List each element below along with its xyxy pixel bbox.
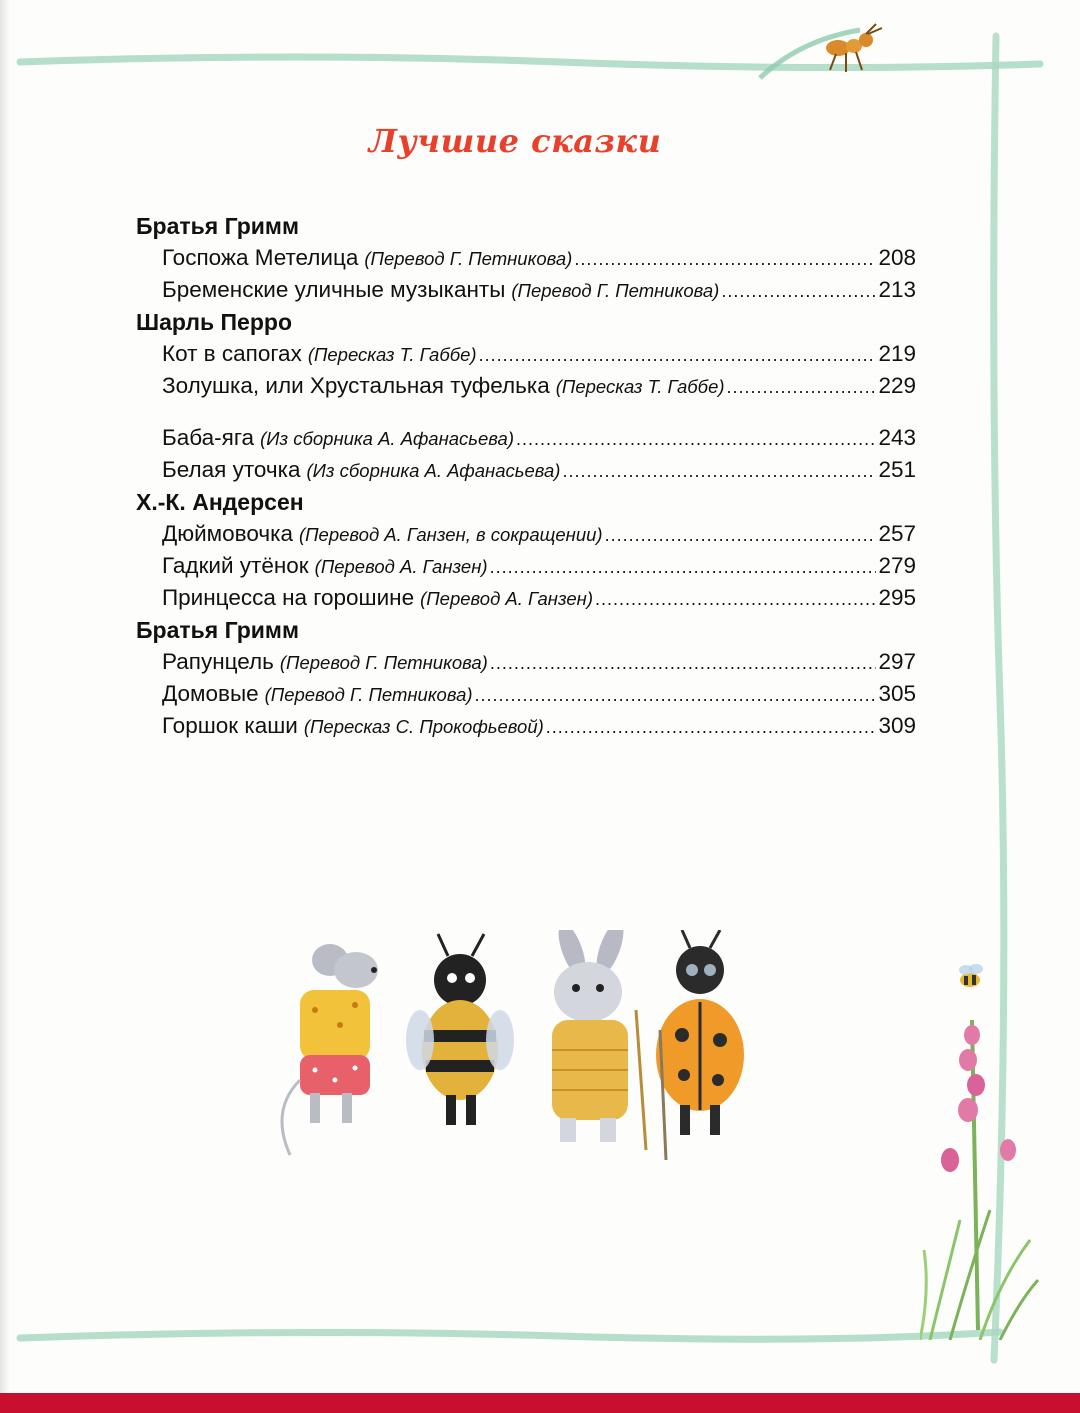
toc-entry-note: (Перевод Г. Петникова) xyxy=(511,280,720,301)
toc-entry-note: (Перевод А. Ганзен) xyxy=(420,588,593,609)
mouse-illustration xyxy=(282,944,378,1155)
toc-entry-title: Гадкий утёнок xyxy=(162,553,309,578)
rabbit-illustration xyxy=(552,930,646,1150)
toc-entry-title: Дюймовочка xyxy=(162,521,293,546)
toc-dot-leader xyxy=(514,423,876,455)
toc-entry-title: Рапунцель xyxy=(162,649,274,674)
toc-entry[interactable] xyxy=(136,550,916,582)
toc-page-number: 309 xyxy=(878,713,916,738)
toc-entry[interactable] xyxy=(136,242,916,274)
toc-entry[interactable] xyxy=(136,370,916,402)
toc-entry-note: (Перевод Г. Петникова) xyxy=(264,684,473,705)
toc-entry-note: (Перевод Г. Петникова) xyxy=(364,248,573,269)
toc-page-number: 213 xyxy=(878,277,916,302)
toc-entry-note: (Пересказ Т. Габбе) xyxy=(555,376,725,397)
toc-author-heading: Братья Гримм xyxy=(136,617,299,643)
toc-entry[interactable] xyxy=(136,646,916,678)
toc-dot-leader xyxy=(572,243,876,275)
toc-entry-title: Белая уточка xyxy=(162,457,301,482)
toc-entry-title: Кот в сапогах xyxy=(162,341,302,366)
flowers-illustration xyxy=(920,960,1040,1340)
toc-dot-leader xyxy=(725,371,877,403)
toc-entry-title: Баба-яга xyxy=(162,425,255,450)
toc-author-heading: Братья Гримм xyxy=(136,213,299,239)
toc-page-number: 295 xyxy=(878,585,916,610)
toc-entry-title: Горшок каши xyxy=(162,713,298,738)
toc-entry[interactable] xyxy=(136,274,916,306)
toc-entry[interactable] xyxy=(136,338,916,370)
bee-illustration xyxy=(406,934,514,1125)
toc-entry-note: (Из сборника А. Афанасьева) xyxy=(306,460,561,481)
toc-entry[interactable] xyxy=(136,582,916,614)
toc-page-number: 219 xyxy=(878,341,916,366)
toc-author-heading: Шарль Перро xyxy=(136,309,292,335)
toc-dot-leader xyxy=(603,519,877,551)
toc-entry-note: (Перевод А. Ганзен, в сокращении) xyxy=(298,524,603,545)
toc-dot-leader xyxy=(488,647,877,679)
toc-author-heading: Х.-К. Андерсен xyxy=(136,489,304,515)
toc-entry-title: Госпожа Метелица xyxy=(162,245,359,270)
ant-illustration xyxy=(800,20,890,80)
toc-entry-title: Домовые xyxy=(162,681,259,706)
toc-entry-note: (Перевод Г. Петникова) xyxy=(279,652,488,673)
toc-page-number: 257 xyxy=(878,521,916,546)
toc-entry[interactable] xyxy=(136,518,916,550)
toc-page-number: 243 xyxy=(878,425,916,450)
toc-page-number: 229 xyxy=(878,373,916,398)
flying-bee-illustration xyxy=(959,964,983,987)
toc-entry[interactable] xyxy=(136,710,916,742)
toc-dot-leader xyxy=(473,679,877,711)
toc-entry[interactable] xyxy=(136,454,916,486)
toc-entry[interactable] xyxy=(136,422,916,454)
toc-entry-note: (Из сборника А. Афанасьева) xyxy=(260,428,515,449)
toc-entry[interactable] xyxy=(136,678,916,710)
toc-page-number: 297 xyxy=(878,649,916,674)
ladybug-illustration xyxy=(656,930,744,1160)
toc-entry-title: Бременские уличные музыканты xyxy=(162,277,506,302)
toc-dot-leader xyxy=(488,551,877,583)
toc-entry-note: (Перевод А. Ганзен) xyxy=(314,556,488,577)
toc-dot-leader xyxy=(560,455,876,487)
toc-dot-leader xyxy=(719,275,876,307)
page-title: Лучшие сказки xyxy=(368,122,662,160)
toc-page-number: 251 xyxy=(878,457,916,482)
toc-entry-title: Золушка, или Хрустальная туфелька xyxy=(162,373,550,398)
toc-entry-note: (Пересказ Т. Габбе) xyxy=(307,344,477,365)
toc-dot-leader xyxy=(593,583,876,615)
toc-section-gap xyxy=(136,402,916,422)
toc-dot-leader xyxy=(477,339,877,371)
table-of-contents xyxy=(136,210,916,742)
toc-page-number: 208 xyxy=(878,245,916,270)
toc-dot-leader xyxy=(544,711,877,743)
toc-page-number: 279 xyxy=(878,553,916,578)
characters-illustration xyxy=(270,930,790,1170)
toc-entry-note: (Пересказ С. Прокофьевой) xyxy=(303,716,544,737)
toc-entry-title: Принцесса на горошине xyxy=(162,585,415,610)
toc-page-number: 305 xyxy=(878,681,916,706)
